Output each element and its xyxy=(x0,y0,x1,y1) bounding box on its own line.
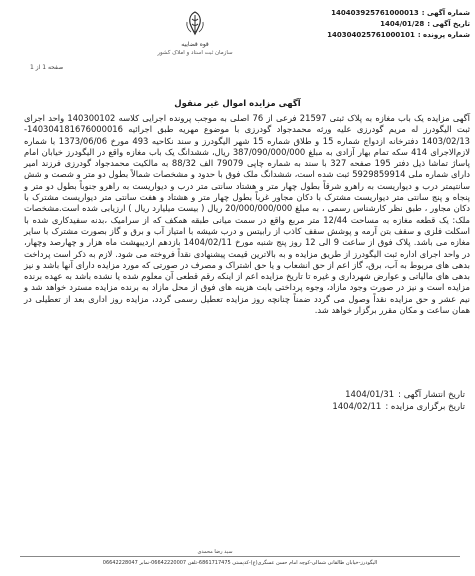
file-number-row xyxy=(230,30,470,41)
auction-date: 1404/02/11 xyxy=(332,402,382,412)
notice-date-label: تاریخ آگهی : xyxy=(427,20,470,28)
notice-number-label: شماره آگهی : xyxy=(421,9,470,17)
file-number: 140304025761000101 xyxy=(327,31,415,39)
org-subtitle: سازمان ثبت اسناد و املاک کشور xyxy=(157,50,233,56)
publish-date-label: تاریخ انتشار آگهی : xyxy=(398,390,465,400)
notice-body: آگهی مزایده یک باب مغازه به پلاک ثبتی 21597 فرعی از 76 اصلی به موجب پرونده اجرایی کلاسه 140300102 واحد اجرای ثبت الیگودرز له مریم گودرزی علیه ورثه محمدجواد گودرزی با موضوع مهریه طبق اجرائیه 140304181676000016-1403/02/13 دفترخانه ازدواج شماره 15 و طلاق شماره 15 شهر الیگودرز و سند نکاحیه 493 مورخ 1373/06/06 با شماره لازم‌الاجرای 414 سکه تمام بهار آزادی به مبلغ 387/090/000/000 ریال، ششدانگ یک باب مغازه واقع در الیگودرز خیابان امام پاساژ تماشا ذیل دفتر 195 صفحه 327 با سند به شماره چاپی 79079 الف 88/32 به مالکیت محمدجواد گودرزی فرزند امیر دارای شماره ملی 5929859914 ثبت شده است، ششدانگ ملک فوق با حدود و مشخصات شمالاً بطول دو متر و شصت و شش سانتیمتر درب و دیواریست به راهرو شرقاً بطول چهار متر و هشتاد سانتی متر درب و دیواریست به راهرو جنوباً بطول دو متر و پنجاه و پنج سانتی متر دیواریست مشترک با دکان مجاور غرباً بطول چهار متر و هشتاد و هفت سانتی متر دیواریست مشترک با دکان مجاور ، طبق نظر کارشناس رسمی ، به مبلغ 20/000/000/000 ریال ( بیست میلیارد ریال ) ارزیابی شده است.مشخصات ملک: یک قطعه مغازه به مساحت 12/44 متر مربع واقع در سمت میانی طبقه همکف که از سرامیک ،بدنه سفیدکاری شده با اسکلت فلزی و سقف بتن آرمه و پوشش سقف کاذب از رابیتس و درب شیشه با امتیاز آب و برق و گاز بصورت مشترک با سایر مغازه می باشد. پلاک فوق از ساعت 9 الی 12 روز پنج شنبه مورخ 1404/02/11 بازدهم اردیبهشت ماه هزار و چهارصد وچهار، در واحد اجرای اداره ثبت الیگودرز از طریق مزایده و به بالاترین قیمت پیشنهادی نقداً فروخته می شود. لازم به ذکر است پرداخت بدهی های مربوط به آب، برق، گاز اعم از حق انشعاب و یا حق اشتراک و مصرف در صورتی که مورد مزایده دارای آنها باشد و نیز بدهی های مالیاتی و عوارض شهرداری و غیره تا تاریخ مزایده اعم از اینکه رقم قطعی آن معلوم شده یا نشده باشد به عهده برنده مزایده است و نیز در صورت وجود مازاد، وجوه پرداختی بابت هزینه های فوق از محل مازاد به برنده مزایده مسترد خواهد شد و نیم عشر و حق مزایده نقداً وصول می گردد ضمناً چنانچه روز مزایده تعطیل رسمی گردد، مزایده روز اداری بعد از تعطیلی در همان ساعت و مکان مقرر برگزار خواهد شد. xyxy=(24,113,471,316)
notice-date-row xyxy=(230,19,470,30)
notice-dates xyxy=(250,389,465,413)
file-number-label: شماره پرونده : xyxy=(417,31,470,39)
organization-name xyxy=(150,40,240,58)
org-title: قوه قضاییه xyxy=(181,41,209,48)
notice-number: 140403925761000013 xyxy=(331,9,419,17)
signer-name: سید رضا محمدی xyxy=(197,549,233,555)
page-number: صفحه 1 از 1 xyxy=(30,64,64,71)
notice-title: آگهی مزایده اموال غیر منقول xyxy=(174,99,301,109)
notice-date: 1404/01/28 xyxy=(380,20,425,28)
notice-number-row xyxy=(230,8,470,19)
auction-date-row xyxy=(250,401,465,413)
notice-meta xyxy=(230,8,470,41)
auction-date-label: تاریخ برگزاری مزایده : xyxy=(385,402,465,412)
judiciary-emblem-icon xyxy=(183,10,207,36)
footer-address: الیگودرز-خیابان طالقانی شمالی-کوچه امام حسن عسگری(ع)-کدپستی 6861717475-تلفن 06642220007-نمابر 06642228047 xyxy=(102,560,378,566)
footer-divider xyxy=(20,556,460,557)
publish-date: 1404/01/31 xyxy=(345,390,395,400)
publish-date-row xyxy=(250,389,465,401)
